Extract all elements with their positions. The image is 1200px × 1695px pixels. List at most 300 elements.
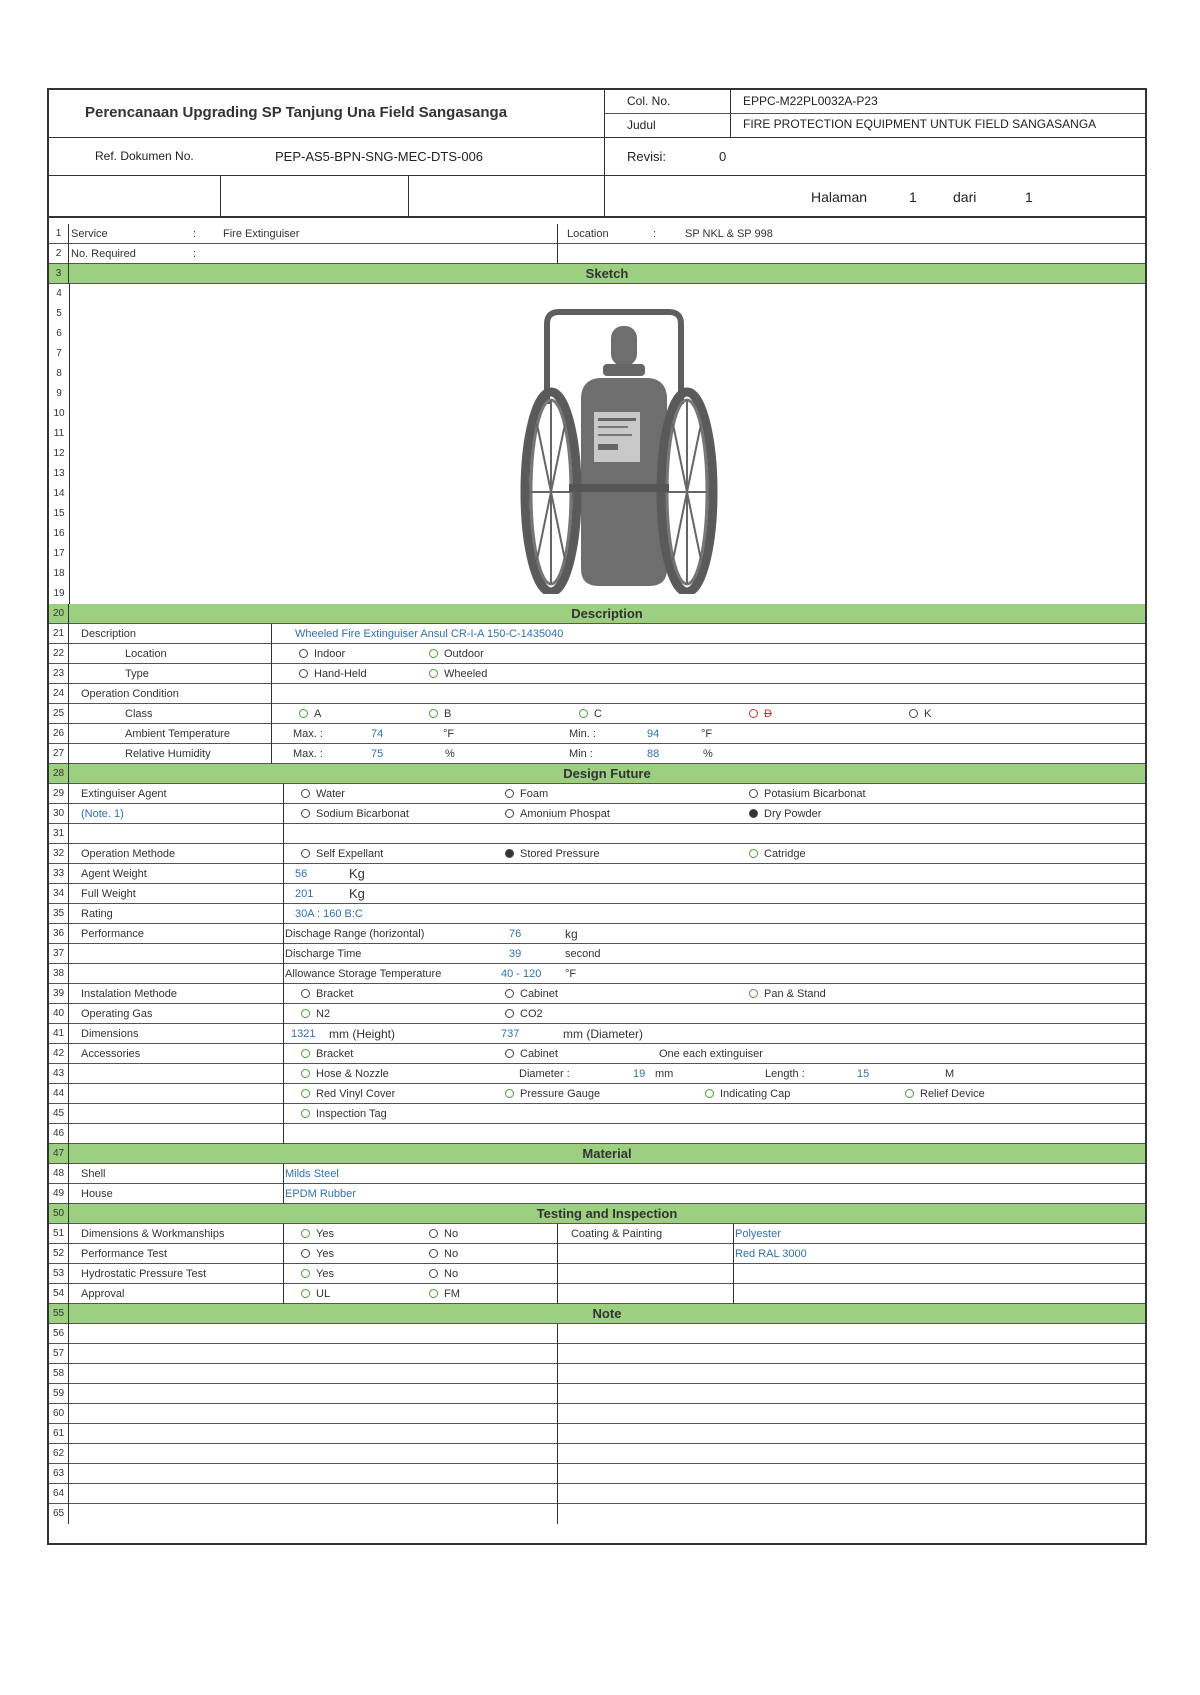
row-number: 49 — [49, 1184, 69, 1204]
ambient-temperature-label: Ambient Temperature — [125, 728, 230, 740]
row-number: 6 — [56, 328, 62, 339]
ref-doc-value: PEP-AS5-BPN-SNG-MEC-DTS-006 — [275, 149, 484, 164]
yes-label: Yes — [316, 1268, 334, 1280]
radio-icon — [301, 1009, 310, 1018]
no-required-colon: : — [193, 248, 197, 260]
row-number: 59 — [49, 1384, 69, 1404]
hose-diameter-value: 19 — [633, 1068, 646, 1080]
n2-radio[interactable] — [301, 1004, 330, 1024]
relief-device-radio[interactable] — [905, 1084, 985, 1104]
class-a-radio[interactable] — [299, 704, 321, 724]
service-value: Fire Extinguiser — [223, 228, 300, 240]
drypowder-radio[interactable] — [749, 804, 821, 824]
row-number: 2 — [49, 244, 69, 264]
house-label: House — [81, 1188, 113, 1200]
row-number: 65 — [49, 1504, 69, 1524]
row-number: 29 — [49, 784, 69, 804]
diameter-dim-unit: mm (Diameter) — [563, 1027, 643, 1041]
operation-method-label: Operation Methode — [81, 848, 176, 860]
row-28 — [49, 764, 1145, 784]
radio-icon — [429, 649, 438, 658]
relief-device-label: Relief Device — [920, 1088, 985, 1100]
row-number: 63 — [49, 1464, 69, 1484]
row-26 — [49, 724, 1145, 744]
row-number: 12 — [53, 448, 65, 459]
row-number: 50 — [49, 1204, 69, 1224]
radio-icon — [301, 1269, 310, 1278]
dimwork-no-radio[interactable] — [429, 1224, 458, 1244]
ambient-max-label: Max. : — [293, 728, 323, 740]
row-49 — [49, 1184, 1145, 1204]
section-design-future: Design Future — [563, 766, 651, 781]
no-label: No — [444, 1268, 459, 1280]
row-25 — [49, 704, 1145, 724]
shell-value: Milds Steel — [285, 1168, 339, 1180]
note-reference: (Note. 1) — [81, 808, 124, 820]
radio-icon — [749, 809, 758, 818]
fm-radio[interactable] — [429, 1284, 460, 1304]
yes-label: Yes — [316, 1228, 334, 1240]
house-value: EPDM Rubber — [285, 1188, 356, 1200]
halaman-value: 1 — [909, 189, 917, 205]
full-weight-label: Full Weight — [81, 888, 136, 900]
radio-icon — [505, 809, 514, 818]
amonium-radio[interactable] — [505, 804, 610, 824]
accessory-cabinet-label: Cabinet — [520, 1048, 558, 1060]
co2-radio[interactable] — [505, 1004, 543, 1024]
installation-method-label: Instalation Methode — [81, 988, 178, 1000]
radio-icon — [429, 709, 438, 718]
col-no-value: EPPC-M22PL0032A-P23 — [743, 94, 878, 108]
accessory-cabinet-radio[interactable] — [505, 1044, 558, 1064]
row-number: 18 — [53, 568, 65, 579]
humidity-min-label: Min : — [569, 748, 593, 760]
outdoor-radio[interactable] — [429, 644, 484, 664]
row-number: 17 — [53, 548, 65, 559]
hose-length-value: 15 — [857, 1068, 870, 1080]
water-label: Water — [316, 788, 345, 800]
wheeled-label: Wheeled — [444, 668, 488, 680]
row-43 — [49, 1064, 1145, 1084]
shell-label: Shell — [81, 1168, 106, 1180]
row-number: 21 — [49, 624, 69, 644]
class-c-label: C — [594, 708, 602, 720]
row-24 — [49, 684, 1145, 704]
class-b-label: B — [444, 708, 452, 720]
inspection-tag-radio[interactable] — [301, 1104, 387, 1124]
row-38 — [49, 964, 1145, 984]
hydrostatic-test-label: Hydrostatic Pressure Test — [81, 1268, 207, 1280]
row-number: 10 — [53, 408, 65, 419]
inspection-tag-label: Inspection Tag — [316, 1108, 387, 1120]
sketch-area — [49, 284, 1145, 605]
radio-icon — [301, 1229, 310, 1238]
rating-value: 30A : 160 B:C — [295, 908, 363, 920]
indoor-radio[interactable] — [299, 644, 345, 664]
row-2 — [49, 244, 1145, 264]
row-32 — [49, 844, 1145, 864]
indoor-label: Indoor — [314, 648, 346, 660]
row-55 — [49, 1304, 1145, 1324]
indicating-cap-label: Indicating Cap — [720, 1088, 791, 1100]
row-number: 28 — [49, 764, 69, 784]
sodium-label: Sodium Bicarbonat — [316, 808, 409, 820]
radio-icon — [299, 709, 308, 718]
coating-color-value: Red RAL 3000 — [735, 1248, 807, 1260]
radio-icon — [301, 989, 310, 998]
storage-temperature-unit: °F — [565, 968, 577, 980]
hose-diameter-unit: mm — [655, 1068, 674, 1080]
service-label: Service — [71, 228, 108, 240]
foam-label: Foam — [520, 788, 549, 800]
row-number: 32 — [49, 844, 69, 864]
radio-icon — [749, 849, 758, 858]
row-number: 45 — [49, 1104, 69, 1124]
class-label: Class — [125, 708, 153, 720]
row-number: 57 — [49, 1344, 69, 1364]
radio-icon — [301, 1289, 310, 1298]
storage-temperature-label: Allowance Storage Temperature — [285, 968, 442, 980]
class-b-radio[interactable] — [429, 704, 451, 724]
dari-value: 1 — [1025, 189, 1033, 205]
row-29 — [49, 784, 1145, 804]
humidity-max-value: 75 — [371, 748, 384, 760]
row-60 — [49, 1404, 1145, 1424]
discharge-range-value: 76 — [509, 928, 522, 940]
row-42 — [49, 1044, 1145, 1064]
bracket-radio[interactable] — [301, 984, 353, 1004]
row-1 — [49, 224, 1145, 244]
rating-label: Rating — [81, 908, 113, 920]
class-a-label: A — [314, 708, 322, 720]
ul-radio[interactable] — [301, 1284, 330, 1304]
agent-label: Extinguiser Agent — [81, 788, 167, 800]
hose-nozzle-radio[interactable] — [301, 1064, 389, 1084]
discharge-range-unit: kg — [565, 927, 578, 941]
radio-icon — [301, 1089, 310, 1098]
accessory-bracket-radio[interactable] — [301, 1044, 353, 1064]
row-number: 36 — [49, 924, 69, 944]
row-65 — [49, 1504, 1145, 1524]
class-c-radio[interactable] — [579, 704, 602, 724]
radio-icon — [301, 789, 310, 798]
fm-label: FM — [444, 1288, 460, 1300]
radio-icon — [749, 989, 758, 998]
description-value: Wheeled Fire Extinguiser Ansul CR-I-A 150-C-1435040 — [295, 628, 564, 640]
hose-diameter-label: Diameter : — [519, 1068, 570, 1080]
row-21 — [49, 624, 1145, 644]
col-no-label: Col. No. — [627, 94, 671, 108]
row-number: 56 — [49, 1324, 69, 1344]
row-number: 5 — [56, 308, 62, 319]
row-58 — [49, 1364, 1145, 1384]
radio-icon — [505, 789, 514, 798]
self-expellant-radio[interactable] — [301, 844, 383, 864]
class-k-label: K — [924, 708, 932, 720]
radio-icon — [749, 789, 758, 798]
ambient-min-label: Min. : — [569, 728, 596, 740]
row-number: 52 — [49, 1244, 69, 1264]
section-note: Note — [592, 1306, 622, 1321]
storage-temperature-value: 40 - 120 — [501, 968, 542, 980]
no-required-label: No. Required — [71, 248, 136, 260]
coating-label: Coating & Painting — [571, 1228, 663, 1240]
row-number: 38 — [49, 964, 69, 984]
row-57 — [49, 1344, 1145, 1364]
row-number: 62 — [49, 1444, 69, 1464]
row-number: 20 — [49, 604, 69, 624]
row-number: 64 — [49, 1484, 69, 1504]
cartridge-radio[interactable] — [749, 844, 806, 864]
perftest-no-radio[interactable] — [429, 1244, 458, 1264]
class-d-radio[interactable] — [749, 704, 772, 724]
judul-label: Judul — [627, 118, 656, 132]
wheeled-radio[interactable] — [429, 664, 487, 684]
row-number: 43 — [49, 1064, 69, 1084]
hydro-no-radio[interactable] — [429, 1264, 458, 1284]
radio-icon — [909, 709, 918, 718]
discharge-time-label: Discharge Time — [285, 948, 362, 960]
perftest-yes-radio[interactable] — [301, 1244, 334, 1264]
row-number: 8 — [56, 368, 62, 379]
row-number: 4 — [56, 288, 62, 299]
ul-label: UL — [316, 1288, 331, 1300]
ambient-max-value: 74 — [371, 728, 384, 740]
service-colon: : — [193, 228, 197, 240]
ref-doc-label: Ref. Dokumen No. — [95, 149, 194, 163]
row-number: 40 — [49, 1004, 69, 1024]
pan-stand-label: Pan & Stand — [764, 988, 826, 1000]
cabinet-radio[interactable] — [505, 984, 558, 1004]
class-k-radio[interactable] — [909, 704, 931, 724]
row-61 — [49, 1424, 1145, 1444]
foam-radio[interactable] — [505, 784, 548, 804]
row-30 — [49, 804, 1145, 824]
row-54 — [49, 1284, 1145, 1304]
co2-label: CO2 — [520, 1008, 543, 1020]
hose-length-unit: M — [945, 1068, 955, 1080]
row-47 — [49, 1144, 1145, 1164]
radio-icon — [301, 1049, 310, 1058]
radio-icon — [301, 1249, 310, 1258]
pressure-gauge-label: Pressure Gauge — [520, 1088, 601, 1100]
approval-label: Approval — [81, 1288, 125, 1300]
project-title: Perencanaan Upgrading SP Tanjung Una Field Sangasanga — [85, 104, 508, 121]
class-d-label: D — [764, 708, 772, 720]
row-41 — [49, 1024, 1145, 1044]
row-27 — [49, 744, 1145, 764]
self-expellant-label: Self Expellant — [316, 848, 384, 860]
row-number: 3 — [49, 264, 69, 284]
section-description: Description — [571, 606, 643, 621]
agent-weight-value: 56 — [295, 868, 308, 880]
radio-icon — [299, 669, 308, 678]
row-number: 23 — [49, 664, 69, 684]
discharge-range-label: Dischage Range (horizontal) — [285, 928, 425, 940]
bracket-label: Bracket — [316, 988, 354, 1000]
radio-icon — [749, 709, 758, 718]
hydro-yes-radio[interactable] — [301, 1264, 334, 1284]
dimwork-yes-radio[interactable] — [301, 1224, 334, 1244]
stored-pressure-radio[interactable] — [505, 844, 599, 864]
row-number: 27 — [49, 744, 69, 764]
radio-icon — [505, 1089, 514, 1098]
radio-icon — [705, 1089, 714, 1098]
row-number: 9 — [56, 388, 62, 399]
type-label: Type — [125, 668, 149, 680]
row-number: 48 — [49, 1164, 69, 1184]
pressure-gauge-radio[interactable] — [505, 1084, 600, 1104]
row-51 — [49, 1224, 1145, 1244]
row-number: 34 — [49, 884, 69, 904]
row-36 — [49, 924, 1145, 944]
radio-icon — [429, 1249, 438, 1258]
row-22 — [49, 644, 1145, 664]
ambient-min-unit: °F — [701, 728, 713, 740]
row-number: 11 — [53, 428, 65, 439]
row-number: 53 — [49, 1264, 69, 1284]
ambient-max-unit: °F — [443, 728, 455, 740]
radio-icon — [505, 849, 514, 858]
row-56 — [49, 1324, 1145, 1344]
section-material: Material — [582, 1146, 632, 1161]
wheeled-extinguisher-image — [499, 304, 739, 594]
pan-stand-radio[interactable] — [749, 984, 826, 1004]
potassium-radio[interactable] — [749, 784, 866, 804]
row-40 — [49, 1004, 1145, 1024]
row-number: 37 — [49, 944, 69, 964]
row-number: 15 — [53, 508, 65, 519]
humidity-max-label: Max. : — [293, 748, 323, 760]
row-number: 55 — [49, 1304, 69, 1324]
amonium-label: Amonium Phospat — [520, 808, 610, 820]
row-number: 19 — [53, 588, 65, 599]
row-number: 61 — [49, 1424, 69, 1444]
location-colon: : — [653, 228, 657, 240]
radio-icon — [905, 1089, 914, 1098]
n2-label: N2 — [316, 1008, 331, 1020]
humidity-max-unit: % — [445, 748, 455, 760]
row-number: 35 — [49, 904, 69, 924]
dimensions-label: Dimensions — [81, 1028, 139, 1040]
dimensions-workmanship-label: Dimensions & Workmanships — [81, 1228, 225, 1240]
coating-value: Polyester — [735, 1228, 781, 1240]
height-value: 1321 — [291, 1028, 316, 1040]
humidity-label: Relative Humidity — [125, 748, 211, 760]
water-radio[interactable] — [301, 784, 345, 804]
row-45 — [49, 1104, 1145, 1124]
revisi-label: Revisi: — [627, 149, 667, 164]
row-number: 58 — [49, 1364, 69, 1384]
radio-icon — [301, 809, 310, 818]
radio-icon — [299, 649, 308, 658]
row-number: 30 — [49, 804, 69, 824]
accessories-label: Accessories — [81, 1048, 141, 1060]
row-number: 46 — [49, 1124, 69, 1144]
row-31 — [49, 824, 1145, 844]
row-number: 25 — [49, 704, 69, 724]
radio-icon — [301, 1109, 310, 1118]
row-number: 14 — [53, 488, 65, 499]
no-label: No — [444, 1228, 459, 1240]
hose-length-label: Length : — [765, 1068, 805, 1080]
full-weight-value: 201 — [295, 888, 314, 900]
row-number: 54 — [49, 1284, 69, 1304]
row-number: 47 — [49, 1144, 69, 1164]
datasheet — [47, 88, 1147, 1545]
halaman-label: Halaman — [811, 189, 868, 205]
dari-label: dari — [953, 189, 977, 205]
radio-icon — [505, 1009, 514, 1018]
humidity-min-unit: % — [703, 748, 713, 760]
one-each-text: One each extinguiser — [659, 1048, 763, 1060]
header-row-1 — [49, 90, 1145, 138]
header-row-3 — [49, 176, 1145, 218]
stored-pressure-label: Stored Pressure — [520, 848, 600, 860]
radio-icon — [429, 1229, 438, 1238]
discharge-time-unit: second — [565, 948, 601, 960]
radio-icon — [429, 1289, 438, 1298]
row-number: 1 — [49, 224, 69, 244]
revisi-value: 0 — [719, 149, 727, 164]
radio-icon — [429, 1269, 438, 1278]
judul-value: FIRE PROTECTION EQUIPMENT UNTUK FIELD SANGASANGA — [743, 117, 1097, 131]
row-50 — [49, 1204, 1145, 1224]
discharge-time-value: 39 — [509, 948, 522, 960]
ambient-min-value: 94 — [647, 728, 660, 740]
handheld-label: Hand-Held — [314, 668, 367, 680]
row-number: 39 — [49, 984, 69, 1004]
radio-icon — [505, 1049, 514, 1058]
row-63 — [49, 1464, 1145, 1484]
row-number: 24 — [49, 684, 69, 704]
row-20 — [49, 604, 1145, 624]
header-row-2 — [49, 138, 1145, 176]
vinyl-cover-radio[interactable] — [301, 1084, 395, 1104]
handheld-radio[interactable] — [299, 664, 367, 684]
row-64 — [49, 1484, 1145, 1504]
row-46 — [49, 1124, 1145, 1144]
cartridge-label: Catridge — [764, 848, 806, 860]
operating-gas-label: Operating Gas — [81, 1008, 153, 1020]
row-44 — [49, 1084, 1145, 1104]
indicating-cap-radio[interactable] — [705, 1084, 790, 1104]
row-number: 31 — [49, 824, 69, 844]
row-62 — [49, 1444, 1145, 1464]
row-number: 16 — [53, 528, 65, 539]
row-59 — [49, 1384, 1145, 1404]
radio-icon — [301, 849, 310, 858]
potassium-label: Potasium Bicarbonat — [764, 788, 866, 800]
location-value: SP NKL & SP 998 — [685, 228, 773, 240]
row-23 — [49, 664, 1145, 684]
sodium-radio[interactable] — [301, 804, 409, 824]
no-label: No — [444, 1248, 459, 1260]
location-label: Location — [567, 228, 609, 240]
vinyl-cover-label: Red Vinyl Cover — [316, 1088, 396, 1100]
accessory-bracket-label: Bracket — [316, 1048, 354, 1060]
row-number: 42 — [49, 1044, 69, 1064]
performance-test-label: Performance Test — [81, 1248, 168, 1260]
operation-condition-label: Operation Condition — [81, 688, 179, 700]
row-53 — [49, 1264, 1145, 1284]
description-label: Description — [81, 628, 137, 640]
row-33 — [49, 864, 1145, 884]
row-39 — [49, 984, 1145, 1004]
outdoor-label: Outdoor — [444, 648, 484, 660]
row-3 — [49, 264, 1145, 284]
row-37 — [49, 944, 1145, 964]
